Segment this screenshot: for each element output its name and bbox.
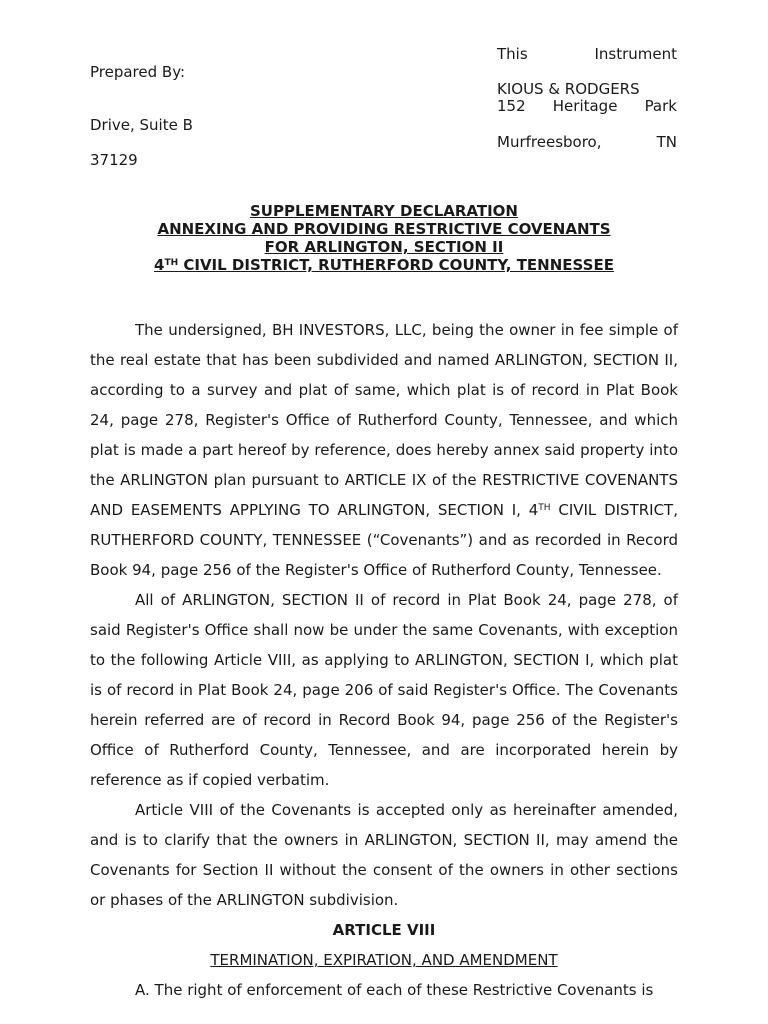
- firm-name: KIOUS & RODGERS: [497, 80, 640, 98]
- title-line-2: ANNEXING AND PROVIDING RESTRICTIVE COVENANTS: [157, 220, 611, 238]
- instrument-line: [497, 45, 677, 63]
- address-number: 152: [497, 97, 526, 115]
- document-title: [90, 202, 678, 274]
- paragraph-annexation-text-b: CIVIL DISTRICT, RUTHERFORD COUNTY, TENNESSEE (“Covenants”) and as recorded in Record Book 94, page 256 of the Register's Office of Rutherford County, Tennessee.: [90, 501, 678, 579]
- document-body: [90, 315, 678, 1005]
- paragraph-enforcement: A. The right of enforcement of each of these Restrictive Covenants is: [135, 981, 654, 999]
- address-line: [497, 97, 677, 115]
- district-rest: CIVIL DISTRICT, RUTHERFORD COUNTY, TENNESSEE: [178, 256, 614, 274]
- paragraph-article-viii: Article VIII of the Covenants is accepted only as hereinafter amended, and is to clarify that the owners in ARLINGTON, SECTION II, may amend the Covenants for Section II without the consent of the owners in other sections or phases of the ARLINGTON subdivision.: [90, 801, 678, 909]
- district-ordinal: TH: [164, 258, 179, 268]
- state: TN: [656, 133, 677, 151]
- ordinal-superscript: TH: [538, 503, 551, 513]
- instrument-word-instrument: Instrument: [594, 45, 677, 63]
- title-line-3: FOR ARLINGTON, SECTION II: [264, 238, 504, 256]
- article-subheading: TERMINATION, EXPIRATION, AND AMENDMENT: [210, 951, 558, 969]
- city-line: [497, 133, 677, 151]
- address-continued: Drive, Suite B: [90, 116, 193, 134]
- article-heading: ARTICLE VIII: [332, 921, 436, 939]
- paragraph-annexation: [90, 315, 678, 585]
- paragraph-annexation-text-a: The undersigned, BH INVESTORS, LLC, being the owner in fee simple of the real estate that has been subdivided and named ARLINGTON, SECTION II, according to a survey and plat of same, which plat is of record in Plat Book 24, page 278, Register's Office of Rutherford County, Tennessee, and which plat is made a part hereof by reference, does hereby annex said property into the ARLINGTON plan pursuant to ARTICLE IX of the RESTRICTIVE COVENANTS AND EASEMENTS APPLYING TO ARLINGTON, SECTION I, 4: [90, 321, 678, 519]
- paragraph-covenants: All of ARLINGTON, SECTION II of record in Plat Book 24, page 278, of said Register's Office shall now be under the same Covenants, with exception to the following Article VIII, as applying to ARLINGTON, SECTION I, which plat is of record in Plat Book 24, page 206 of said Register's Office. The Covenants herein referred are of record in Record Book 94, page 256 of the Register's Office of Rutherford County, Tennessee, and are incorporated herein by reference as if copied verbatim.: [90, 591, 678, 789]
- address-park: Park: [644, 97, 677, 115]
- title-line-4: [90, 256, 678, 274]
- title-line-1: SUPPLEMENTARY DECLARATION: [250, 202, 518, 220]
- prepared-by-label: Prepared By:: [90, 63, 186, 81]
- district-number: 4: [154, 256, 165, 274]
- address-street: Heritage: [552, 97, 618, 115]
- zip-code: 37129: [90, 151, 138, 169]
- instrument-word-this: This: [497, 45, 528, 63]
- city: Murfreesboro,: [497, 133, 602, 151]
